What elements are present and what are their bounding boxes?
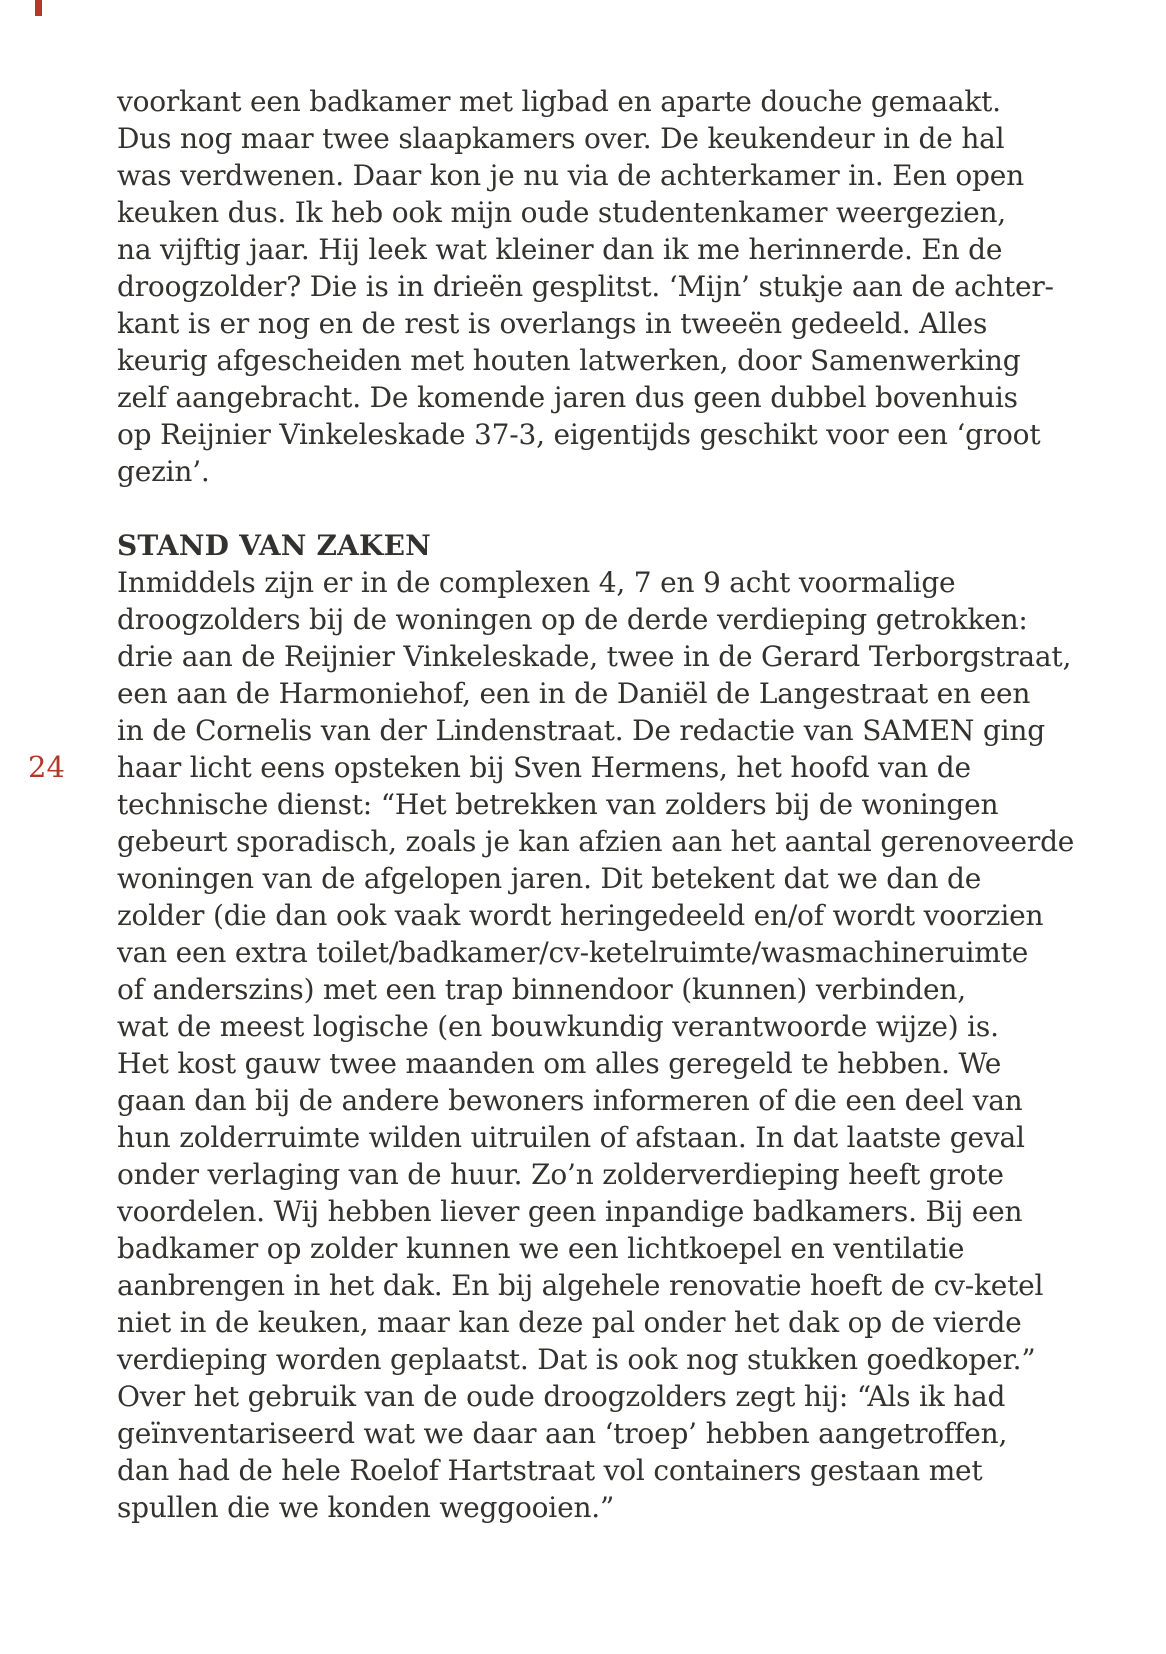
text-line: geïnventariseerd wat we daar aan ‘troep’ hebben aangetroffen, — [117, 1417, 1008, 1450]
text-line: verdieping worden geplaatst. Dat is ook nog stukken goedkoper.” — [117, 1343, 1036, 1376]
text-line: spullen die we konden weggooien.” — [117, 1491, 615, 1524]
paragraph-stand-van-zaken — [117, 564, 1122, 1526]
text-line: keurig afgescheiden met houten latwerken, door Samenwerking — [117, 344, 1021, 377]
text-line: voordelen. Wij hebben liever geen inpandige badkamers. Bij een — [117, 1195, 1023, 1228]
text-line: haar licht eens opsteken bij Sven Hermens, het hoofd van de — [117, 751, 971, 784]
text-line: op Reijnier Vinkeleskade 37-3, eigentijds geschikt voor een ‘groot — [117, 418, 1041, 451]
text-line: voorkant een badkamer met ligbad en aparte douche gemaakt. — [117, 85, 1001, 118]
red-top-mark — [35, 0, 42, 16]
text-line: Inmiddels zijn er in de complexen 4, 7 en 9 acht voormalige — [117, 566, 956, 599]
section-heading: STAND VAN ZAKEN — [117, 529, 431, 562]
article-body — [117, 83, 1122, 1526]
text-line: Het kost gauw twee maanden om alles geregeld te hebben. We — [117, 1047, 1002, 1080]
text-line: gezin’. — [117, 455, 210, 488]
text-line: was verdwenen. Daar kon je nu via de achterkamer in. Een open — [117, 159, 1024, 192]
text-line: dan had de hele Roelof Hartstraat vol containers gestaan met — [117, 1454, 983, 1487]
text-line: niet in de keuken, maar kan deze pal onder het dak op de vierde — [117, 1306, 1022, 1339]
text-line: keuken dus. Ik heb ook mijn oude studentenkamer weergezien, — [117, 196, 1007, 229]
text-line: gaan dan bij de andere bewoners informeren of die een deel van — [117, 1084, 1023, 1117]
text-line: technische dienst: “Het betrekken van zolders bij de woningen — [117, 788, 999, 821]
text-line: droogzolders bij de woningen op de derde verdieping getrokken: — [117, 603, 1028, 636]
text-line: onder verlaging van de huur. Zo’n zolderverdieping heeft grote — [117, 1158, 1004, 1191]
text-line: of anderszins) met een trap binnendoor (kunnen) verbinden, — [117, 973, 966, 1006]
text-line: hun zolderruimte wilden uitruilen of afstaan. In dat laatste geval — [117, 1121, 1025, 1154]
text-line: na vijftig jaar. Hij leek wat kleiner dan ik me herinnerde. En de — [117, 233, 1003, 266]
text-line: zolder (die dan ook vaak wordt heringedeeld en/of wordt voorzien — [117, 899, 1044, 932]
page-number: 24 — [28, 750, 65, 784]
text-line: woningen van de afgelopen jaren. Dit betekent dat we dan de — [117, 862, 982, 895]
text-line: wat de meest logische (en bouwkundig verantwoorde wijze) is. — [117, 1010, 999, 1043]
text-line: Over het gebruik van de oude droogzolders zegt hij: “Als ik had — [117, 1380, 1006, 1413]
text-line: een aan de Harmoniehof, een in de Daniël de Langestraat en een — [117, 677, 1031, 710]
text-line: kant is er nog en de rest is overlangs in tweeën gedeeld. Alles — [117, 307, 988, 340]
text-line: van een extra toilet/badkamer/cv-ketelruimte/wasmachineruimte — [117, 936, 1029, 969]
text-line: gebeurt sporadisch, zoals je kan afzien aan het aantal gerenoveerde — [117, 825, 1075, 858]
text-line: zelf aangebracht. De komende jaren dus geen dubbel bovenhuis — [117, 381, 1018, 414]
text-line: badkamer op zolder kunnen we een lichtkoepel en ventilatie — [117, 1232, 965, 1265]
text-line: drie aan de Reijnier Vinkeleskade, twee in de Gerard Terborgstraat, — [117, 640, 1072, 673]
text-line: in de Cornelis van der Lindenstraat. De redactie van SAMEN ging — [117, 714, 1045, 747]
text-line: aanbrengen in het dak. En bij algehele renovatie hoeft de cv-ketel — [117, 1269, 1044, 1302]
paragraph-continued — [117, 83, 1122, 490]
text-line: droogzolder? Die is in drieën gesplitst. ‘Mijn’ stukje aan de achter- — [117, 270, 1054, 303]
text-line: Dus nog maar twee slaapkamers over. De keukendeur in de hal — [117, 122, 1005, 155]
